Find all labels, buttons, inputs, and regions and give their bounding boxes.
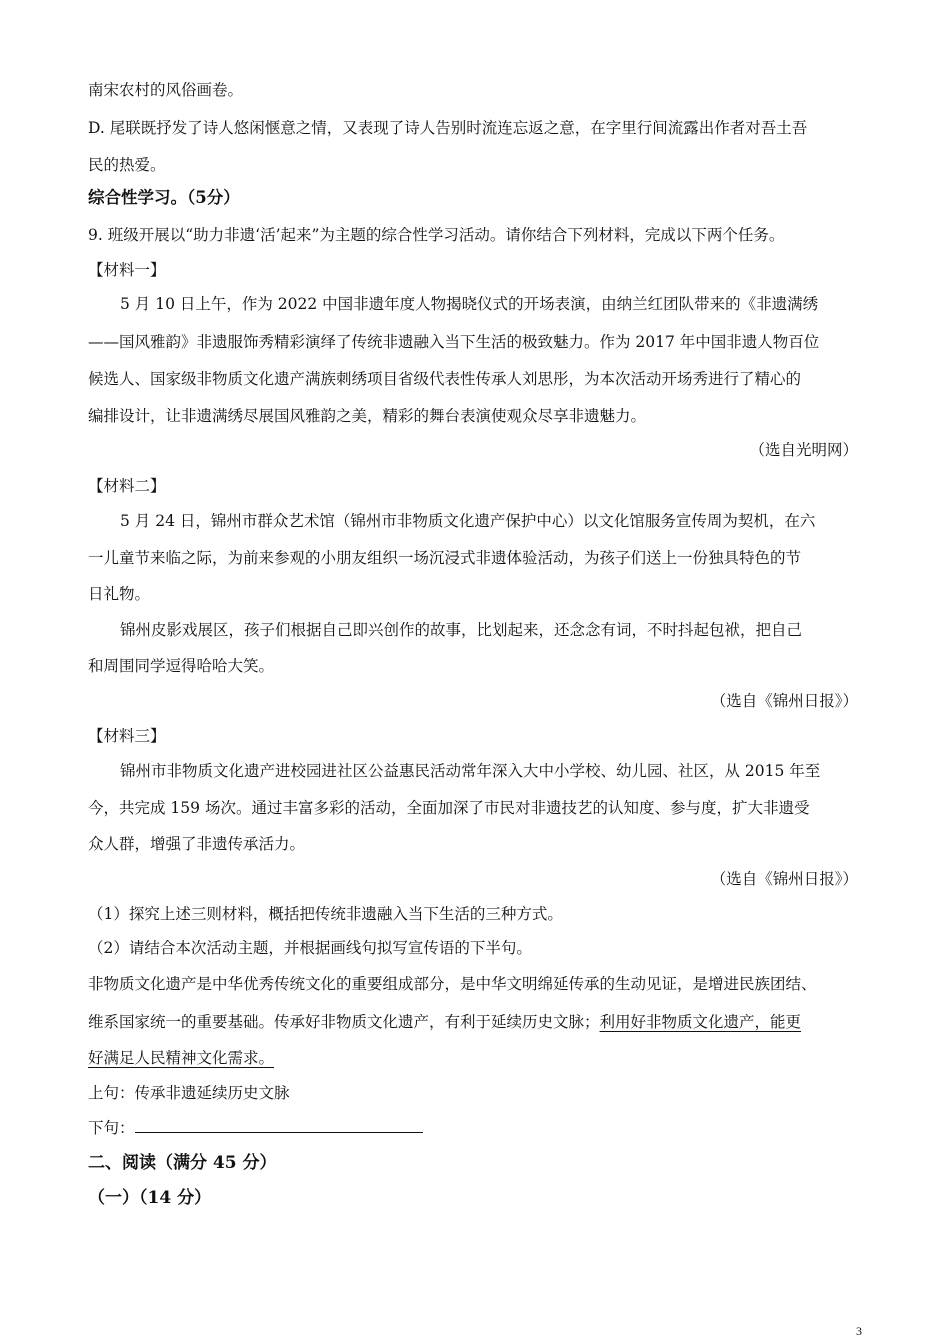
option-d-line-2: 民的热爱。 — [88, 156, 166, 174]
task-paragraph-plain: 维系国家统一的重要基础。传承好非物质文化遗产，有利于延续历史文脉； — [88, 1013, 600, 1031]
option-d-line-1: D. 尾联既抒发了诗人悠闲惬意之情，又表现了诗人告别时流连忘返之意，在字里行间流露出作者对吾土吾 — [88, 119, 808, 137]
task-2: （2）请结合本次活动主题，并根据画线句拟写宣传语的下半句。 — [88, 939, 532, 957]
underlined-sentence-part-1: 利用好非物质文化遗产，能更 — [599, 1013, 802, 1031]
subsection-heading-1: （一）（14 分） — [88, 1188, 212, 1208]
material-1-para-line-1: 5 月 10 日上午，作为 2022 中国非遗年度人物揭晓仪式的开场表演，由纳兰红团队带来的《非遗满绣 — [120, 295, 819, 313]
material-2-label: 【材料二】 — [88, 477, 166, 495]
material-1-label: 【材料一】 — [88, 261, 166, 279]
section-heading-reading: 二、阅读（满分 45 分） — [88, 1153, 277, 1173]
material-3-para-line-1: 锦州市非物质文化遗产进校园进社区公益惠民活动常年深入大中小学校、幼儿园、社区，从 2015 年至 — [120, 762, 821, 780]
material-2-para-line-1: 5 月 24 日，锦州市群众艺术馆（锦州市非物质文化遗产保护中心）以文化馆服务宣传周为契机，在六 — [120, 512, 816, 530]
material-3-para-line-3: 众人群，增强了非遗传承活力。 — [88, 835, 306, 853]
material-2-para2-line-2: 和周围同学逗得哈哈大笑。 — [88, 657, 275, 675]
intro-line-1: 南宋农村的风俗画卷。 — [88, 81, 244, 99]
task-paragraph-line-3 — [88, 1048, 274, 1068]
task-paragraph-line-2 — [88, 1012, 801, 1032]
question-9: 9. 班级开展以“助力非遗‘活’起来”为主题的综合性学习活动。请你结合下列材料，完成以下两个任务。 — [88, 226, 785, 244]
material-3-para-line-2: 今，共完成 159 场次。通过丰富多彩的活动，全面加深了市民对非遗技艺的认知度、参与度，扩大非遗受 — [88, 799, 810, 817]
material-2-para-line-2: 一儿童节来临之际，为前来参观的小朋友组织一场沉浸式非遗体验活动，为孩子们送上一份独具特色的节 — [88, 549, 802, 567]
answer-blank[interactable] — [135, 1118, 423, 1133]
page-number: 3 — [856, 1324, 862, 1338]
task-paragraph-line-1: 非物质文化遗产是中华优秀传统文化的重要组成部分，是中华文明绵延传承的生动见证，是增进民族团结、 — [88, 975, 817, 993]
task-1: （1）探究上述三则材料，概括把传统非遗融入当下生活的三种方式。 — [88, 905, 563, 923]
section-heading-comprehensive: 综合性学习。（5分） — [88, 188, 240, 207]
material-1-para-line-3: 候选人、国家级非物质文化遗产满族刺绣项目省级代表性传承人刘思彤，为本次活动开场秀进行了精心的 — [88, 370, 802, 388]
material-3-source: （选自《锦州日报》） — [710, 870, 858, 888]
material-2-source: （选自《锦州日报》） — [710, 692, 858, 710]
material-2-para-line-3: 日礼物。 — [88, 585, 151, 603]
lower-line-label: 下句： — [88, 1119, 135, 1137]
material-1-para-line-2: ——国风雅韵》非遗服饰秀精彩演绎了传统非遗融入当下生活的极致魅力。作为 2017 年中国非遗人物百位 — [88, 333, 820, 351]
underlined-sentence-part-2: 好满足人民精神文化需求。 — [88, 1049, 275, 1067]
material-1-source: （选自光明网） — [749, 441, 858, 459]
material-2-para2-line-1: 锦州皮影戏展区，孩子们根据自己即兴创作的故事，比划起来，还念念有词，不时抖起包袱，把自己 — [120, 621, 803, 639]
upper-line-answer: 上句：传承非遗延续历史文脉 — [88, 1084, 290, 1102]
material-1-para-line-4: 编排设计，让非遗满绣尽展国风雅韵之美，精彩的舞台表演使观众尽享非遗魅力。 — [88, 407, 647, 425]
material-3-label: 【材料三】 — [88, 727, 166, 745]
lower-line-answer — [88, 1118, 423, 1138]
